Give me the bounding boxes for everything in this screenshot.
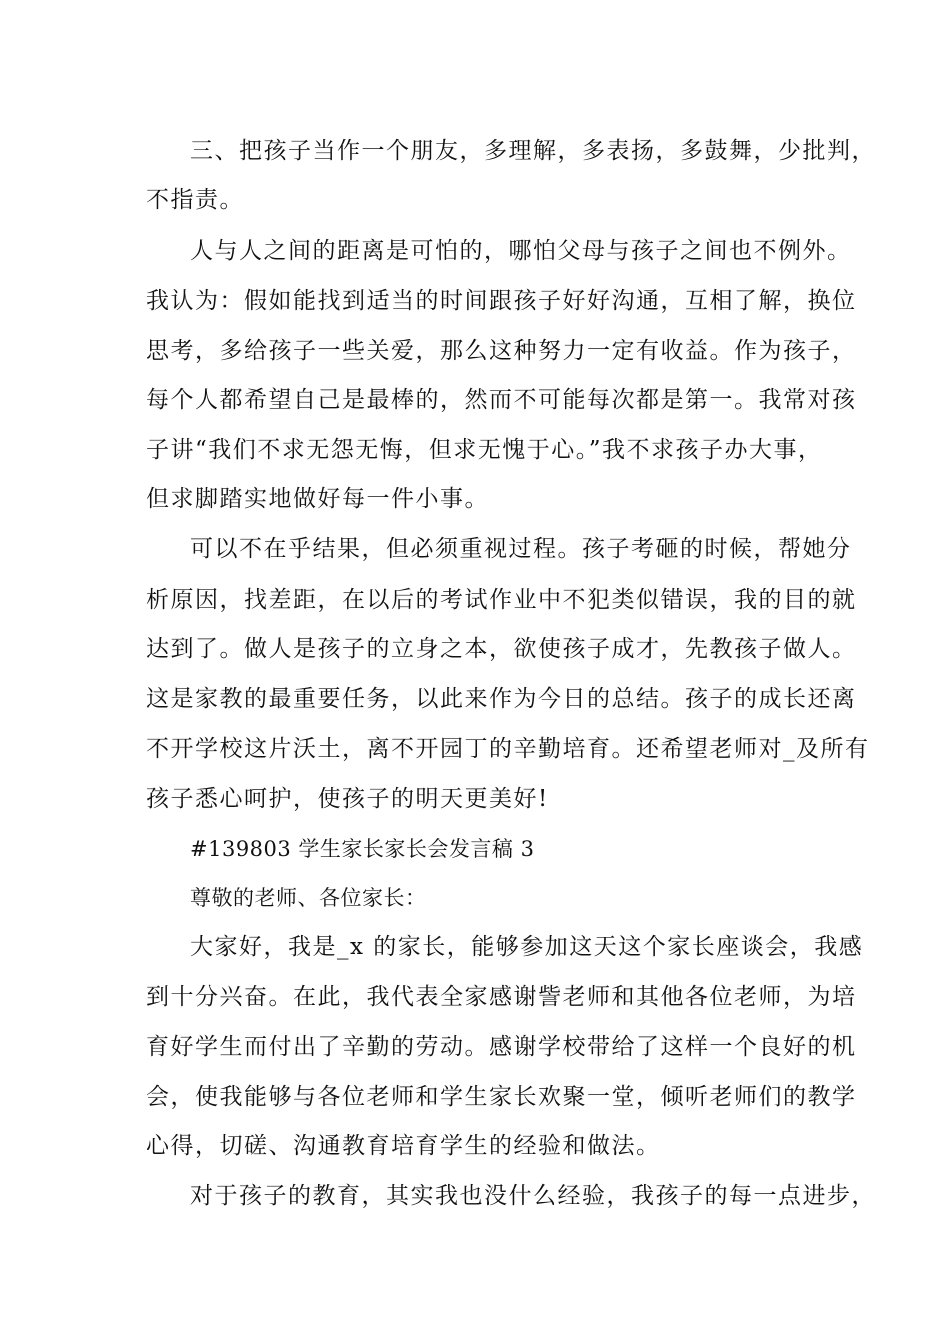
text-line: 不开学校这片沃土，离不开园丁的辛勤培育。还希望老师对_及所有	[146, 736, 870, 762]
text-line: 不指责。	[146, 187, 244, 213]
text-line: 这是家教的最重要任务，以此来作为今日的总结。孩子的成长还离	[146, 686, 857, 712]
text-line: 人与人之间的距离是可怕的，哪怕父母与孩子之间也不例外。	[190, 238, 852, 264]
text-line: 达到了。做人是孩子的立身之本，欲使孩子成才，先教孩子做人。	[146, 636, 857, 662]
text-line: 每个人都希望自己是最棒的，然而不可能每次都是第一。我常对孩	[146, 387, 857, 413]
salutation: 尊敬的老师、各位家长：	[190, 886, 427, 910]
section-heading: #139803 学生家长家长会发言稿 3	[190, 837, 535, 861]
text-line: 我认为：假如能找到适当的时间跟孩子好好沟通，互相了解，换位	[146, 288, 857, 314]
text-line: 会，使我能够与各位老师和学生家长欢聚一堂，倾听老师们的教学	[146, 1084, 857, 1110]
text-line: 析原因，找差距，在以后的考试作业中不犯类似错误，我的目的就	[146, 587, 857, 613]
text-line: 大家好，我是_x 的家长，能够参加这天这个家长座谈会，我感	[190, 934, 864, 960]
text-line: 育好学生而付出了辛勤的劳动。感谢学校带给了这样一个良好的机	[146, 1034, 857, 1060]
text-line: 心得，切磋、沟通教育培育学生的经验和做法。	[146, 1133, 661, 1159]
text-line: 三、把孩子当作一个朋友，多理解，多表扬，多鼓舞，少批判，	[190, 138, 876, 164]
text-line: 思考，多给孩子一些关爱，那么这种努力一定有收益。作为孩子，	[146, 338, 857, 364]
text-line: 子讲“我们不求无怨无悔，但求无愧于心。”我不求孩子办大事，	[146, 437, 823, 463]
text-line: 但求脚踏实地做好每一件小事。	[146, 486, 489, 512]
text-line: 可以不在乎结果，但必须重视过程。孩子考砸的时候，帮她分	[190, 536, 852, 562]
text-line: 对于孩子的教育，其实我也没什么经验，我孩子的每一点进步，	[190, 1183, 876, 1209]
text-line: 到十分兴奋。在此，我代表全家感谢訾老师和其他各位老师，为培	[146, 984, 857, 1010]
text-line: 孩子悉心呵护，使孩子的明天更美好!	[146, 786, 549, 812]
